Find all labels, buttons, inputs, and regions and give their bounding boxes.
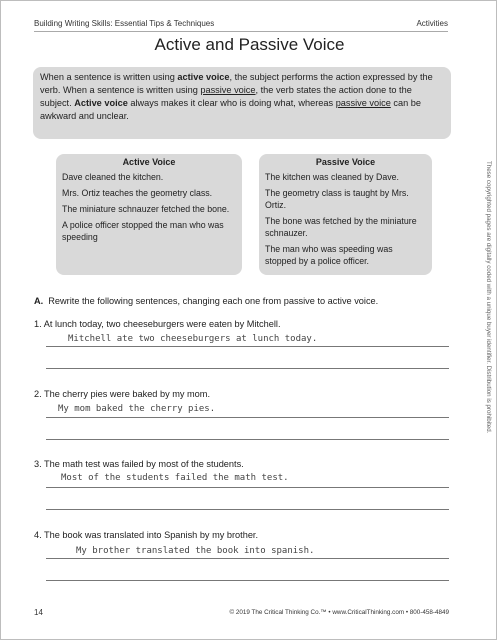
answer-line	[46, 487, 449, 488]
instruction-label: A.	[34, 296, 44, 306]
answer-line	[46, 509, 449, 510]
intro-underlined-term: passive voice	[200, 85, 256, 95]
instruction-text: Rewrite the following sentences, changing each one from passive to active voice.	[48, 296, 379, 306]
answer-1[interactable]: Mitchell ate two cheeseburgers at lunch today.	[68, 334, 318, 344]
answer-line	[46, 368, 449, 369]
active-voice-heading: Active Voice	[122, 157, 176, 167]
answer-line	[46, 346, 449, 347]
active-voice-box	[56, 154, 242, 275]
header-divider	[34, 31, 448, 32]
section-label: Activities	[416, 19, 448, 28]
question-1: 1. At lunch today, two cheeseburgers were eaten by Mitchell.	[34, 319, 281, 329]
book-title: Building Writing Skills: Essential Tips & Techniques	[34, 19, 215, 28]
intro-text: can be awkward and unclear.	[40, 98, 421, 121]
passive-example: The bone was fetched by the miniature schnauzer.	[265, 216, 417, 238]
page-title: Active and Passive Voice	[154, 35, 345, 54]
intro-bold-term: active voice	[177, 72, 230, 82]
answer-line	[46, 580, 449, 581]
answer-line	[46, 439, 449, 440]
copyright-side-note: These copyrighted pages are digitally coded with a unique buyer identifier. Distribution is prohibited.	[485, 161, 492, 434]
intro-text: When a sentence is written using	[40, 72, 178, 82]
intro-text: , the verb states the action done to the subject.	[40, 85, 412, 108]
active-example: Dave cleaned the kitchen.	[62, 172, 164, 182]
intro-text: , the subject performs the action expressed by the verb. When a sentence is written using	[40, 72, 433, 95]
answer-2[interactable]: My mom baked the cherry pies.	[58, 404, 216, 414]
footer-copyright: © 2019 The Critical Thinking Co.™ • www.CriticalThinking.com • 800-458-4849	[229, 609, 449, 616]
active-example: A police officer stopped the man who was speeding	[62, 220, 224, 242]
intro-text: always makes it clear who is doing what, whereas	[127, 98, 336, 108]
instruction	[34, 296, 378, 306]
intro-box	[33, 67, 451, 139]
answer-4[interactable]: My brother translated the book into spanish.	[76, 546, 315, 556]
passive-example: The geometry class is taught by Mrs. Ortiz.	[265, 188, 409, 210]
intro-underlined-term: passive voice	[335, 98, 391, 108]
page-number: 14	[34, 608, 43, 617]
active-example: The miniature schnauzer fetched the bone.	[62, 204, 230, 214]
answer-line	[46, 558, 449, 559]
answer-3[interactable]: Most of the students failed the math test.	[61, 473, 289, 483]
intro-bold-term: Active voice	[74, 98, 128, 108]
passive-example: The man who was speeding was stopped by a police officer.	[265, 244, 393, 266]
passive-voice-heading: Passive Voice	[315, 157, 376, 167]
question-4: 4. The book was translated into Spanish by my brother.	[34, 530, 259, 540]
passive-example: The kitchen was cleaned by Dave.	[265, 172, 399, 182]
question-3: 3. The math test was failed by most of the students.	[34, 459, 244, 469]
answer-line	[46, 417, 449, 418]
passive-voice-box	[259, 154, 432, 275]
question-2: 2. The cherry pies were baked by my mom.	[34, 389, 210, 399]
active-example: Mrs. Ortiz teaches the geometry class.	[62, 188, 213, 198]
